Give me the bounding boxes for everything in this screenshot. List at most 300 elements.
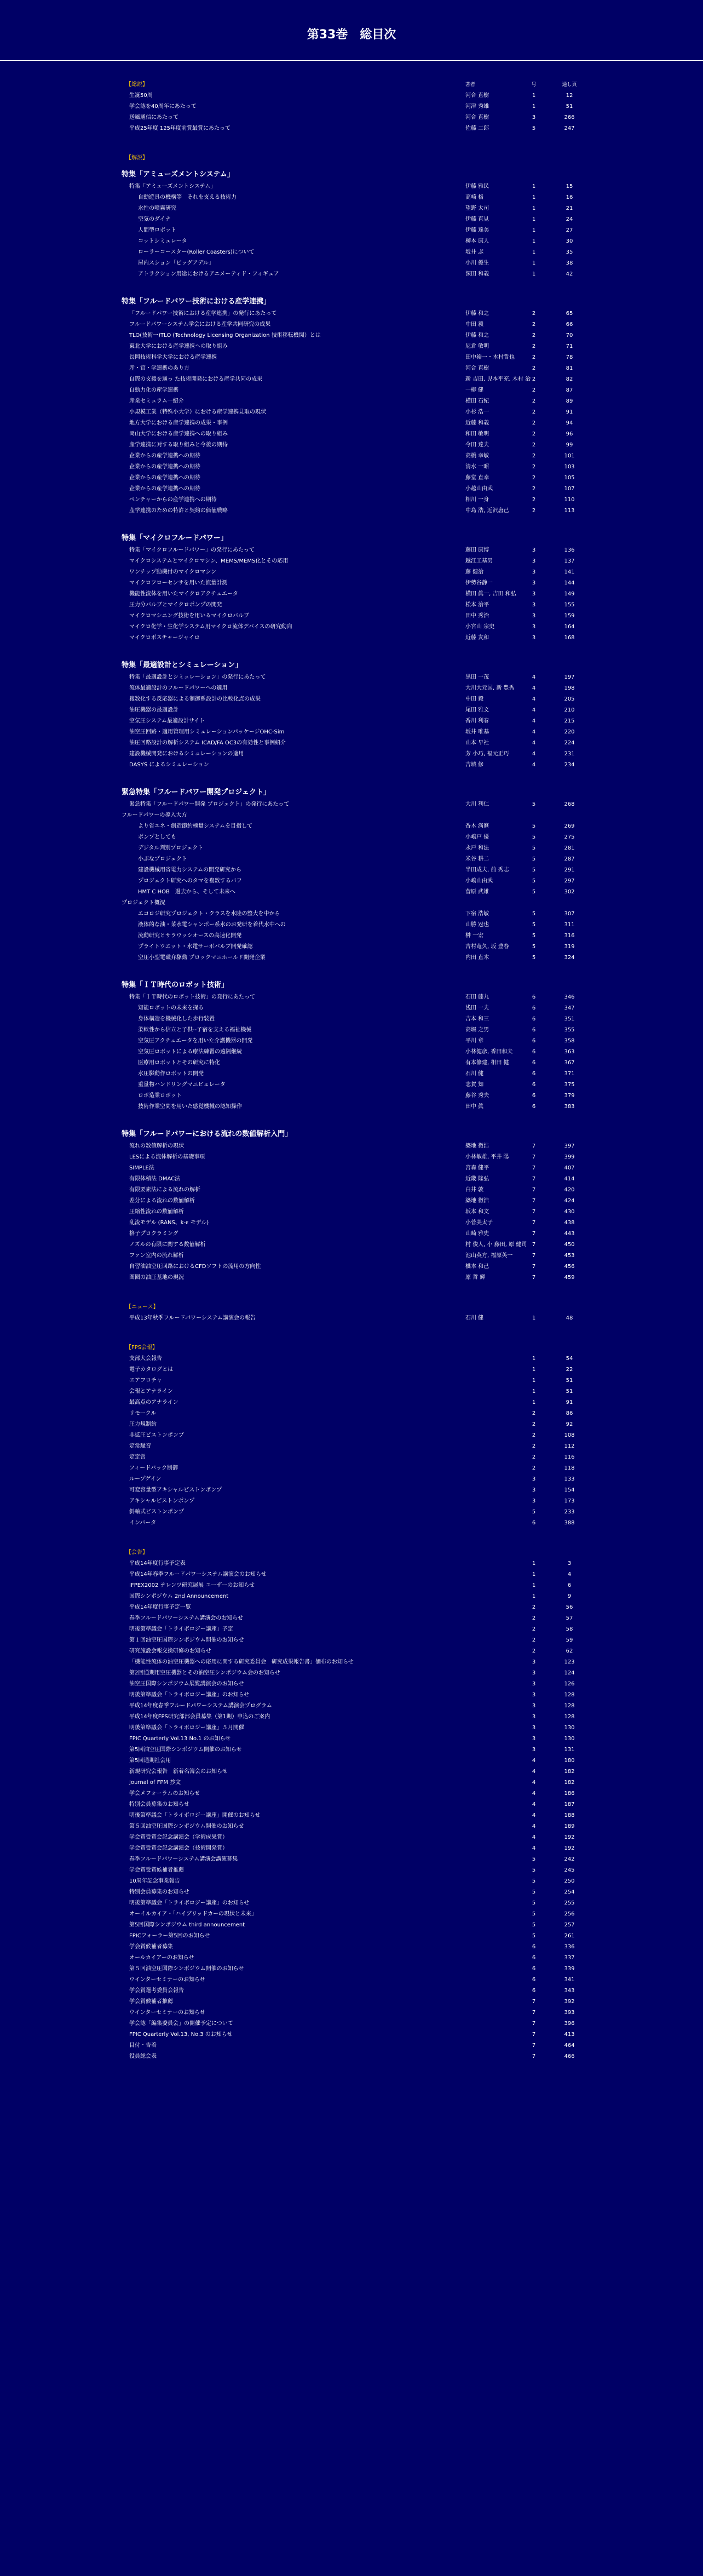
entry-title: マイクロ化学・生化学システム用マイクロ流体デバイスの研究動向 <box>129 624 292 630</box>
entry-number: 3 <box>532 558 536 564</box>
entry-author: 築地 徹浩 <box>465 1143 489 1149</box>
toc-row <box>0 1496 703 1507</box>
title-divider <box>0 60 703 61</box>
entry-number: 2 <box>532 376 536 382</box>
entry-title: 自際の支援を通っ た技術開発における産学共同の成果 <box>129 376 263 382</box>
toc-row <box>0 578 703 589</box>
entry-title: 企業からの産学連携への期待 <box>129 486 200 492</box>
entry-author: 吉村竜久, 坂 豊春 <box>465 944 509 950</box>
entry-pages: 91 <box>566 1399 573 1405</box>
entry-title: 第１回油空圧国際シンポジウム開催のお知らせ <box>129 1637 244 1643</box>
entry-number: 3 <box>532 114 536 121</box>
toc-row <box>0 1624 703 1635</box>
entry-title: 平成14年度行事予定表 <box>129 1560 186 1567</box>
entry-author: 山本 早社 <box>465 740 489 746</box>
toc-row <box>0 843 703 854</box>
entry-title: 平成14年度行事予定一覧 <box>129 1604 191 1610</box>
toc-section <box>0 79 703 134</box>
entry-title: 学会賞受賞会記念講演会（技術開発賞） <box>129 1845 228 1851</box>
toc-row <box>0 2040 703 2051</box>
entry-number: 2 <box>532 1648 536 1654</box>
entry-author: 橋本 和己 <box>465 1264 489 1270</box>
entry-title: コットシミュレータ <box>138 238 187 244</box>
toc-row <box>0 192 703 203</box>
entry-title: Journal of FPM 抄文 <box>129 1780 181 1786</box>
entry-author: 原 哲 輝 <box>465 1275 486 1281</box>
entry-pages: 234 <box>564 762 575 768</box>
entry-title: アキシャルピストンポンプ <box>129 1498 195 1504</box>
toc-row <box>0 429 703 440</box>
entry-pages: 456 <box>564 1264 575 1270</box>
entry-author: 相川 一身 <box>465 497 489 503</box>
column-number: 号 <box>531 82 537 88</box>
entry-title: 水性の噴霧研究 <box>138 205 176 211</box>
entry-pages: 89 <box>566 398 573 404</box>
entry-number: 4 <box>532 696 536 702</box>
entry-number: 7 <box>532 1264 536 1270</box>
entry-pages: 159 <box>564 613 575 619</box>
toc-row <box>0 1876 703 1887</box>
entry-title: 流動研究とサラウッシオースの高速化開発 <box>138 933 242 939</box>
toc-row <box>0 1657 703 1668</box>
entry-number: 1 <box>532 104 536 110</box>
entry-number: 7 <box>532 2021 536 2027</box>
entry-title: 電子カタログとは <box>129 1367 174 1373</box>
entry-pages: 438 <box>564 1220 575 1226</box>
entry-pages: 261 <box>564 1933 575 1939</box>
toc-row <box>0 1261 703 1272</box>
entry-pages: 126 <box>564 1681 575 1687</box>
entry-title: 小規模工業（特殊小大学）における産学連携見取の現状 <box>129 409 266 415</box>
entry-title: 建設機械開発におけるシミュレーションの適用 <box>129 751 244 757</box>
entry-title: プロジェクト研究へのタマを複数するバフ <box>138 878 242 884</box>
entry-author: 吉城 修 <box>465 762 484 768</box>
entry-title: ノズルの有限に関する数値解析 <box>129 1242 206 1248</box>
toc-row <box>0 832 703 843</box>
entry-pages: 51 <box>566 1389 573 1395</box>
entry-pages: 58 <box>566 1626 573 1632</box>
entry-number: 4 <box>532 674 536 680</box>
entry-number: 1 <box>532 1560 536 1567</box>
entry-number: 6 <box>532 1104 536 1110</box>
entry-pages: 182 <box>564 1780 575 1786</box>
entry-pages: 149 <box>564 591 575 597</box>
entry-pages: 105 <box>564 475 575 481</box>
entry-author: 村 俊人, 小 藤田, 原 健司 <box>465 1242 527 1248</box>
entry-title: 企業からの産学連携への期待 <box>129 464 200 470</box>
entry-number: 2 <box>532 442 536 448</box>
toc-row <box>0 1909 703 1920</box>
entry-title: 学会メフォーラムのお知らせ <box>129 1791 200 1797</box>
entry-title: 明後第準議会「トライボロジー講座」５月開催 <box>129 1725 244 1731</box>
entry-title: 研究施設会報交換研修のお知らせ <box>129 1648 211 1654</box>
entry-author: 河合 直樹 <box>465 93 489 99</box>
toc-row <box>0 1207 703 1218</box>
entry-number: 1 <box>532 1593 536 1599</box>
entry-title: 長岡技術科学大学における産学連携 <box>129 354 217 360</box>
entry-number: 6 <box>532 1016 536 1022</box>
entry-number: 4 <box>532 1758 536 1764</box>
entry-number: 7 <box>532 2032 536 2038</box>
entry-title: 目付・告着 <box>129 2043 157 2049</box>
entry-number: 7 <box>532 1231 536 1237</box>
entry-pages: 173 <box>564 1498 575 1504</box>
toc-row <box>0 1569 703 1580</box>
toc-row <box>0 101 703 112</box>
entry-pages: 351 <box>564 1016 575 1022</box>
toc-row <box>0 1734 703 1745</box>
toc-row <box>0 716 703 727</box>
entry-pages: 103 <box>564 464 575 470</box>
entry-number: 2 <box>532 453 536 459</box>
entry-number: 4 <box>532 751 536 757</box>
toc-row <box>0 1745 703 1755</box>
entry-title: 学会誌「編集委員会」の開催予定について <box>129 2021 233 2027</box>
entry-number: 7 <box>532 1275 536 1281</box>
entry-title: マイクロフローセンサを用いた流量計測 <box>129 580 228 586</box>
entry-title: 平成14年度春季フルードパワーシステム講演会プログラム <box>129 1703 272 1709</box>
toc-row <box>0 1854 703 1865</box>
entry-number: 3 <box>532 1487 536 1493</box>
entry-title: 空気圧システム最適設計サイト <box>129 718 205 724</box>
entry-author: 小嶋戸 優 <box>465 834 489 840</box>
entry-title: 自動遊具の機構等 それを支える技術力 <box>138 194 237 200</box>
toc-row <box>0 319 703 330</box>
entry-author: 越江工基男 <box>465 558 493 564</box>
entry-pages: 215 <box>564 718 575 724</box>
entry-number: 5 <box>532 878 536 884</box>
toc-row <box>0 1613 703 1624</box>
entry-title: 格子プロクラミング <box>129 1231 178 1237</box>
entry-number: 3 <box>532 635 536 641</box>
entry-number: 1 <box>532 1367 536 1373</box>
entry-title: 春季フルードパワーシステム講演会のお知らせ <box>129 1615 243 1621</box>
entry-pages: 371 <box>564 1071 575 1077</box>
toc-row <box>0 1474 703 1485</box>
entry-title: ポンプとしても <box>138 834 176 840</box>
entry-title: 自動力化の産学連携 <box>129 387 178 393</box>
entry-number: 1 <box>532 1582 536 1588</box>
toc-row <box>0 633 703 644</box>
entry-title: IFPEX2002 テレンツ研究展展 ユーザーのお知らせ <box>129 1582 255 1588</box>
entry-pages: 339 <box>564 1966 575 1972</box>
feature-heading: 緊急特集「フルードパワー開発プロジェクト」 <box>122 788 270 796</box>
entry-pages: 107 <box>564 486 575 492</box>
entry-title: 明後第準議会「トライボロジー講座」のお知らせ <box>129 1692 250 1698</box>
entry-title: ウインターセミナーのお知らせ <box>129 1977 205 1983</box>
toc-row <box>0 1646 703 1657</box>
entry-title: 会報とアナライン <box>129 1389 173 1395</box>
entry-author: 下宿 浩敏 <box>465 911 489 917</box>
toc-row <box>0 1865 703 1876</box>
entry-author: 和田 敏明 <box>465 431 489 437</box>
toc-row <box>0 1953 703 1964</box>
entry-pages: 133 <box>564 1476 575 1482</box>
entry-number: 3 <box>532 602 536 608</box>
entry-number: 6 <box>532 1944 536 1950</box>
entry-title: 柔軟性から信立と子供--子宿を支える福祉機械 <box>138 1027 252 1033</box>
entry-author: 中田 毅 <box>465 322 484 328</box>
entry-author: 香川 利春 <box>465 718 489 724</box>
entry-pages: 393 <box>564 2010 575 2016</box>
entry-pages: 255 <box>564 1900 575 1906</box>
entry-number: 2 <box>532 322 536 328</box>
entry-pages: 180 <box>564 1758 575 1764</box>
toc-row <box>0 90 703 101</box>
entry-pages: 128 <box>564 1703 575 1709</box>
toc-row <box>0 1810 703 1821</box>
entry-author: 深田 和義 <box>465 271 489 277</box>
entry-title: 空気圧ロボットによる療法練習の遠隔継続 <box>138 1049 242 1055</box>
entry-pages: 266 <box>564 114 575 121</box>
toc-row <box>0 1152 703 1163</box>
toc-row <box>0 407 703 418</box>
feature-heading: 特集「フルードパワー技術における産学連携」 <box>122 297 271 306</box>
entry-pages: 154 <box>564 1487 575 1493</box>
entry-number: 6 <box>532 1977 536 1983</box>
toc-row <box>0 1975 703 1986</box>
entry-pages: 66 <box>566 322 573 328</box>
entry-pages: 155 <box>564 602 575 608</box>
entry-author: 永戸 和法 <box>465 845 489 851</box>
entry-number: 5 <box>532 1878 536 1884</box>
entry-number: 6 <box>532 1955 536 1961</box>
entry-number: 1 <box>532 216 536 222</box>
toc-row <box>0 589 703 600</box>
entry-number: 7 <box>532 1220 536 1226</box>
toc-row <box>0 2007 703 2018</box>
entry-number: 5 <box>532 922 536 928</box>
entry-number: 4 <box>532 1845 536 1851</box>
entry-title: 「機能性流体の油空圧機器への応用に関する研究委員会 研究成果報告書」価布のお知らせ <box>129 1659 354 1665</box>
entry-title: 油空圧国際シンポジウム展覧講演会のお知らせ <box>129 1681 244 1687</box>
entry-pages: 275 <box>564 834 575 840</box>
entry-pages: 144 <box>564 580 575 586</box>
toc-row <box>0 1025 703 1036</box>
entry-author: 横田 眞一, 吉田 和弘 <box>465 591 516 597</box>
entry-title: 送風通信にあたって <box>129 114 178 121</box>
entry-pages: 453 <box>564 1253 575 1259</box>
entry-pages: 51 <box>566 1378 573 1384</box>
entry-number: 6 <box>532 1988 536 1994</box>
toc-section <box>0 786 703 963</box>
entry-pages: 367 <box>564 1060 575 1066</box>
entry-number: 3 <box>532 591 536 597</box>
toc-row <box>0 1580 703 1591</box>
entry-pages: 56 <box>566 1604 573 1610</box>
entry-title: 特集「アミューズメントシステム」 <box>129 183 216 190</box>
toc-section <box>0 1302 703 1324</box>
entry-pages: 287 <box>564 856 575 862</box>
entry-number: 3 <box>532 613 536 619</box>
entry-number: 4 <box>532 1769 536 1775</box>
toc-row <box>0 1353 703 1364</box>
entry-number: 4 <box>532 1834 536 1840</box>
entry-number: 6 <box>532 1093 536 1099</box>
entry-number: 3 <box>532 1714 536 1720</box>
entry-pages: 141 <box>564 569 575 575</box>
entry-pages: 297 <box>564 878 575 884</box>
entry-number: 3 <box>532 1681 536 1687</box>
entry-title: 重量物ハンドリングマニピュレータ <box>138 1082 226 1088</box>
entry-title: エコロジ研究プロジェクト・クラスを水陸の整大を中から <box>138 911 280 917</box>
entry-pages: 420 <box>564 1187 575 1193</box>
feature-heading: 特集「フルードパワーにおける流れの数値解析入門」 <box>122 1130 292 1138</box>
entry-title: 学会賞受賞会記念講演会（学術成果賞） <box>129 1834 228 1840</box>
entry-pages: 464 <box>564 2043 575 2049</box>
toc-row <box>0 181 703 192</box>
entry-number: 3 <box>532 1498 536 1504</box>
entry-author: 坂本 和文 <box>465 1209 489 1215</box>
entry-pages: 86 <box>566 1410 573 1416</box>
toc-row <box>0 1080 703 1091</box>
entry-title: HMT C HOB 過去から、そして未来へ <box>138 889 235 895</box>
entry-pages: 396 <box>564 2021 575 2027</box>
entry-author: 浅田 一夫 <box>465 1005 489 1011</box>
entry-number: 5 <box>532 955 536 961</box>
entry-number: 6 <box>532 994 536 1000</box>
entry-number: 2 <box>532 1604 536 1610</box>
entry-pages: 231 <box>564 751 575 757</box>
entry-number: 3 <box>532 580 536 586</box>
toc-row <box>0 1602 703 1613</box>
toc-row <box>0 1240 703 1250</box>
entry-title: インバータ <box>129 1520 157 1526</box>
toc-row <box>0 931 703 942</box>
entry-number: 4 <box>532 1780 536 1786</box>
toc-row <box>0 1591 703 1602</box>
entry-author: 小宮山 宗史 <box>465 624 495 630</box>
entry-number: 6 <box>532 1038 536 1044</box>
toc-row <box>0 352 703 363</box>
entry-title: プロジェクト概況 <box>122 900 165 906</box>
entry-number: 7 <box>532 1198 536 1204</box>
entry-title: 支部大会報告 <box>129 1356 162 1362</box>
entry-author: 平川 章 <box>465 1038 484 1044</box>
toc-row <box>0 1003 703 1014</box>
entry-number: 2 <box>532 497 536 503</box>
entry-title: 平成13年秋季フルードパワーシステム講演会の報告 <box>129 1315 256 1321</box>
toc-section <box>0 295 703 517</box>
entry-pages: 392 <box>564 1999 575 2005</box>
entry-author: 山勝 冠也 <box>465 922 489 928</box>
entry-pages: 379 <box>564 1093 575 1099</box>
entry-number: 7 <box>532 2010 536 2016</box>
toc-row <box>0 1723 703 1734</box>
entry-author: 香木 満麿 <box>465 823 489 829</box>
entry-pages: 254 <box>564 1889 575 1895</box>
entry-author: 吉本 和三 <box>465 1016 489 1022</box>
entry-pages: 341 <box>564 1977 575 1983</box>
entry-title: 第5回国際シンポジウム third announcement <box>129 1922 245 1928</box>
entry-title: 医療用ロボットとその研究に特化 <box>138 1060 220 1066</box>
entry-pages: 78 <box>566 354 573 360</box>
entry-pages: 124 <box>564 1670 575 1676</box>
entry-pages: 242 <box>564 1856 575 1862</box>
entry-number: 4 <box>532 762 536 768</box>
entry-number: 2 <box>532 332 536 339</box>
entry-number: 6 <box>532 1520 536 1526</box>
entry-pages: 62 <box>566 1648 573 1654</box>
entry-title: 学会誌を40周年にあたって <box>129 104 197 110</box>
toc-row <box>0 1485 703 1496</box>
toc-row <box>0 451 703 462</box>
entry-pages: 136 <box>564 547 575 553</box>
entry-author: 坂井 ぷ <box>465 249 484 255</box>
toc-row <box>0 1507 703 1518</box>
feature-heading: 特集「ＩＴ時代のロボット技術」 <box>122 981 229 989</box>
toc-row <box>0 385 703 396</box>
entry-title: ループゲイン <box>129 1476 162 1482</box>
toc-row <box>0 1898 703 1909</box>
toc-row <box>0 1635 703 1646</box>
entry-pages: 101 <box>564 453 575 459</box>
entry-pages: 443 <box>564 1231 575 1237</box>
entry-title: 圏圏の油圧基地の現況 <box>129 1275 184 1281</box>
entry-number: 2 <box>532 387 536 393</box>
entry-pages: 12 <box>566 93 573 99</box>
entry-title: 流体最適設計のフルードパワーへの適用 <box>129 685 228 691</box>
entry-number: 5 <box>532 1933 536 1939</box>
entry-number: 4 <box>532 740 536 746</box>
entry-number: 1 <box>532 205 536 211</box>
entry-pages: 24 <box>566 216 573 222</box>
toc-row <box>0 1452 703 1463</box>
entry-title: ロボ造業ロボット <box>138 1093 182 1099</box>
entry-pages: 48 <box>566 1315 573 1321</box>
entry-pages: 247 <box>564 125 575 131</box>
entry-pages: 54 <box>566 1356 573 1362</box>
toc-section <box>0 1547 703 2062</box>
entry-pages: 291 <box>564 867 575 873</box>
entry-author: 内田 直木 <box>465 955 489 961</box>
entry-title: アトラクション用途におけるアニメーティド・フィギュア <box>138 271 279 277</box>
entry-number: 7 <box>532 2043 536 2049</box>
entry-title: 人間型ロボット <box>138 227 176 233</box>
toc-row <box>0 749 703 760</box>
entry-author: 伊藤 和之 <box>465 311 489 317</box>
entry-number: 2 <box>532 1626 536 1632</box>
toc-row <box>0 1931 703 1942</box>
entry-pages: 164 <box>564 624 575 630</box>
entry-title: フルードパワーの導入大方 <box>122 812 187 818</box>
entry-number: 4 <box>532 685 536 691</box>
entry-pages: 383 <box>564 1104 575 1110</box>
entry-title: 油圧回路設計の解析システム ICAD/FA OC3の有効性と事例紹介 <box>129 740 286 746</box>
toc-row <box>0 214 703 225</box>
entry-title: 学会賞候補者推薦 <box>129 1999 173 2005</box>
column-pages: 通し頁 <box>562 82 577 88</box>
toc-row <box>0 1430 703 1441</box>
entry-number: 1 <box>532 227 536 233</box>
entry-title: 東北大学における産学連携への取り組み <box>129 343 228 349</box>
toc-row <box>0 611 703 622</box>
entry-title: 明後第準議会「トライボロジー講座」予定 <box>129 1626 233 1632</box>
entry-title: 屋内スション「ビッグアデル」 <box>138 260 214 266</box>
entry-number: 2 <box>532 409 536 415</box>
entry-number: 2 <box>532 311 536 317</box>
entry-author: 小越山由武 <box>465 486 493 492</box>
entry-author: 菅原 武雄 <box>465 889 489 895</box>
entry-title: 小ぶなプロジェクト <box>138 856 187 862</box>
entry-pages: 466 <box>564 2053 575 2059</box>
entry-author: 小林敏雄, 平井 陽 <box>465 1154 509 1160</box>
entry-number: 5 <box>532 867 536 873</box>
entry-number: 2 <box>532 431 536 437</box>
entry-author: 米谷 耕二 <box>465 856 489 862</box>
toc-row <box>0 1942 703 1953</box>
entry-pages: 71 <box>566 343 573 349</box>
